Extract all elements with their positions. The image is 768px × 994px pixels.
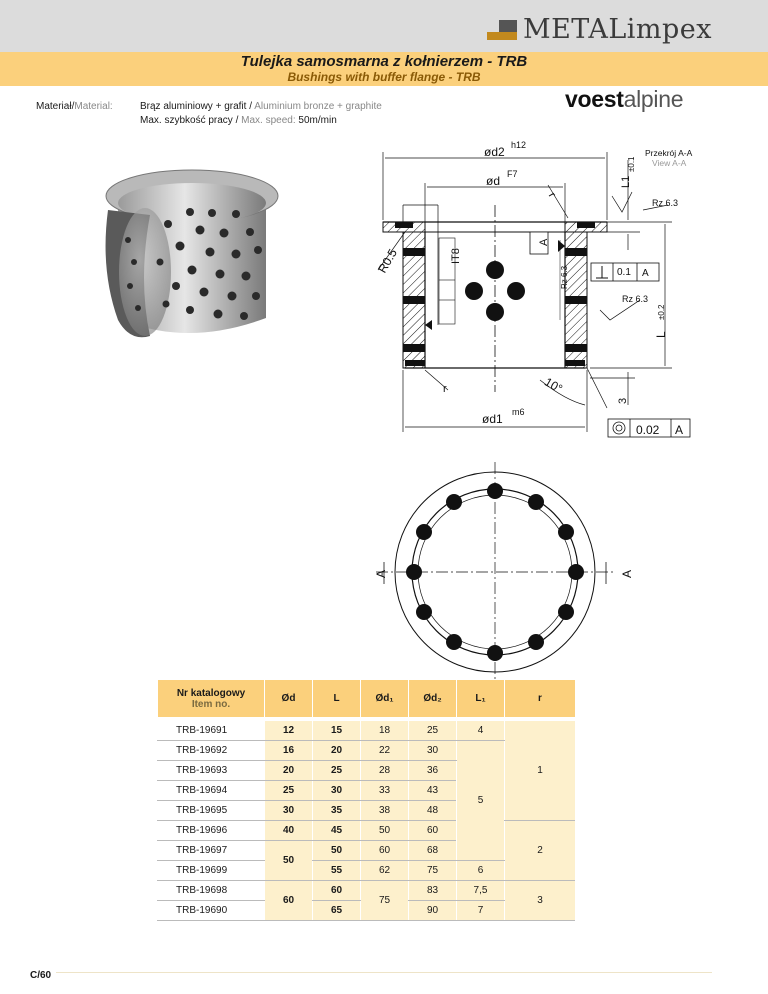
front-view [374,462,634,682]
svg-text:Przekrój A-A: Przekrój A-A [645,148,693,158]
table-row: TRB-19698 60 60 75 83 7,5 3 [158,881,576,901]
footer-divider [56,972,712,973]
svg-text:10°: 10° [542,374,565,396]
svg-text:0.1: 0.1 [617,267,631,278]
table-row: TRB-19690 65 90 7 [158,901,576,921]
voestalpine-logo: voestalpine [565,86,684,112]
svg-text:A: A [620,569,634,578]
speed-line: Max. szybkość pracy / Max. speed: 50m/min [140,115,337,126]
svg-text:ød: ød [486,174,501,188]
svg-text:r: r [545,190,559,200]
material-label: Materiał/Material: [36,101,113,112]
header-od2: Ød₂ [409,680,457,719]
table-row: TRB-19697 50 50 60 68 [158,841,576,861]
header-r: r [505,680,576,719]
header-item-no: Nr katalogowy Item no. [158,680,265,719]
table-header [158,680,576,719]
table-row: TRB-19694 25 30 33 43 [158,781,576,801]
svg-text:Rz 6.3: Rz 6.3 [622,294,649,304]
logo-text: METALimpex [522,14,712,45]
page-number: C/60 [30,970,52,981]
svg-text:A: A [374,569,388,578]
svg-text:0.02: 0.02 [636,423,660,437]
title-en: Bushings with buffer flange - TRB [287,70,481,84]
material-line: Brąz aluminiowy + grafit / Aluminium bronze + graphite [140,101,382,112]
svg-text:Rz 6.3: Rz 6.3 [560,265,569,289]
svg-text:IT8: IT8 [450,248,462,264]
svg-text:Rz 6.3: Rz 6.3 [652,198,679,208]
svg-text:A: A [642,268,649,279]
table-row: TRB-19691 12 15 18 25 4 1 [158,719,576,741]
svg-text:±0.1: ±0.1 [627,156,636,172]
table-row: TRB-19695 30 35 38 48 [158,801,576,821]
header-od1: Ød₁ [361,680,409,719]
dimension-table [157,680,575,921]
table-row: TRB-19699 55 62 75 6 [158,861,576,881]
svg-text:A: A [675,423,684,437]
table-row: TRB-19692 16 20 22 30 5 [158,741,576,761]
header-l1: L₁ [457,680,505,719]
svg-text:ød2: ød2 [484,145,505,159]
svg-text:A: A [538,238,550,246]
svg-text:L1: L1 [620,175,632,188]
svg-text:ød1: ød1 [482,412,503,426]
table-row: TRB-19696 40 45 50 60 2 [158,821,576,841]
header-l: L [313,680,361,719]
svg-text:L: L [654,331,668,338]
svg-text:R0.5: R0.5 [375,246,400,276]
title-pl: Tulejka samosmarna z kołnierzem - TRB [240,53,528,70]
svg-text:±0.2: ±0.2 [657,304,666,320]
bushing-photo [106,170,278,337]
svg-text:View A-A: View A-A [652,158,687,168]
table-row: TRB-19693 20 25 28 36 [158,761,576,781]
svg-text:h12: h12 [511,140,527,150]
header-od: Ød [265,680,313,719]
svg-text:3: 3 [617,397,629,404]
svg-text:F7: F7 [507,169,518,179]
svg-text:r: r [443,383,447,395]
svg-text:m6: m6 [512,407,525,417]
